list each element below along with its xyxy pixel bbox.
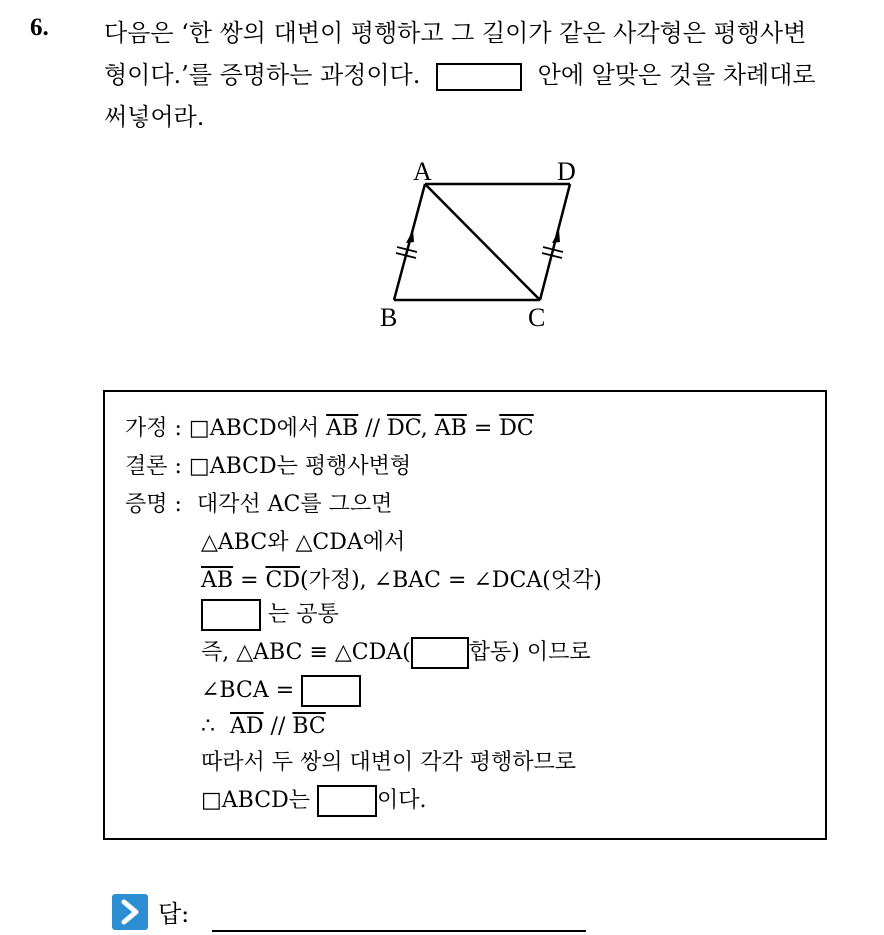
conclusion-text: □ABCD는 평행사변형 <box>188 454 412 479</box>
congruence-text-start: 즉, △ABC ≡ △CDA( <box>201 640 411 665</box>
segment-ab-3: $\overline{AB}$ <box>201 568 234 593</box>
congruence-text-end: 합동) 이므로 <box>468 640 591 665</box>
vertex-b-label: B <box>380 303 398 332</box>
segment-ab-2: $\overline{AB}$ <box>434 416 467 441</box>
final-text-end: 이다. <box>376 788 427 813</box>
angle-line <box>201 674 361 708</box>
question-number: 6. <box>30 14 49 41</box>
conclusion-label: 결론 : <box>125 454 182 479</box>
triangles-line: △ABC와 △CDA에서 <box>201 530 406 555</box>
final-text-start: □ABCD는 <box>201 788 310 813</box>
common-line <box>201 598 339 632</box>
proof-start-line <box>125 488 392 522</box>
therefore-line <box>201 710 326 744</box>
vertex-a-label: A <box>413 157 432 186</box>
equals-symbol: = <box>473 416 493 441</box>
proof-label: 증명 : <box>125 492 182 517</box>
segment-dc: $\overline{DC}$ <box>387 416 421 441</box>
arrow-ab <box>406 230 414 243</box>
two-pairs-line: 따라서 두 쌍의 대변이 각각 평행하므로 <box>201 750 576 775</box>
segment-cd: $\overline{CD}$ <box>265 568 300 593</box>
congruence-line <box>201 636 591 670</box>
hypothesis-eseo: 에서 <box>276 416 320 441</box>
equals-symbol-2: = <box>240 568 259 593</box>
parallel-symbol: // <box>365 416 381 441</box>
blank-common-side <box>201 599 261 631</box>
angle-bca-text: ∠BCA = <box>201 678 295 703</box>
hypothesis-quad: □ABCD <box>188 416 277 441</box>
blank-final <box>317 785 377 817</box>
question-text <box>104 12 816 138</box>
hypothesis-line <box>125 412 534 446</box>
question-line-1: 다음은 ‘한 쌍의 대변이 평행하고 그 길이가 같은 사각형은 평행사변 <box>104 19 807 47</box>
blank-congruence-condition <box>411 637 469 669</box>
hypothesis-label: 가정 : <box>125 416 182 441</box>
segment-ab: $\overline{AB}$ <box>326 416 359 441</box>
draw-diagonal-text: 대각선 AC를 그으면 <box>196 492 393 517</box>
answer-input-line[interactable] <box>212 930 586 932</box>
diagonal-ac <box>425 184 540 300</box>
conclusion-line <box>125 450 411 484</box>
question-blank-box <box>436 63 522 91</box>
hypothesis-comma: , <box>420 416 428 441</box>
given-line <box>201 564 602 598</box>
question-line-3: 써넣어라. <box>104 103 205 131</box>
arrow-dc <box>552 230 560 243</box>
segment-bc: $\overline{BC}$ <box>292 714 326 739</box>
parallel-symbol-2: // <box>270 714 286 739</box>
proof-box <box>103 390 827 840</box>
therefore-symbol: ∴ <box>201 714 215 739</box>
vertex-d-label: D <box>557 157 576 186</box>
answer-row <box>112 892 592 932</box>
answer-label: 답: <box>158 900 190 928</box>
segment-dc-2: $\overline{DC}$ <box>499 416 534 441</box>
question-line-2 <box>104 54 816 96</box>
question-line-2-start: 형이다.’를 증명하는 과정이다. <box>104 61 421 89</box>
segment-ad: $\overline{AD}$ <box>230 714 264 739</box>
final-line <box>201 784 426 818</box>
parallelogram-figure <box>370 150 590 340</box>
blank-angle <box>301 675 361 707</box>
chevron-right-icon <box>112 894 148 930</box>
vertex-c-label: C <box>528 303 546 332</box>
common-text: 는 공통 <box>268 602 339 627</box>
question-line-2-end: 안에 알맞은 것을 차례대로 <box>537 61 816 89</box>
given-text: (가정), ∠BAC = ∠DCA(엇각) <box>299 568 602 593</box>
